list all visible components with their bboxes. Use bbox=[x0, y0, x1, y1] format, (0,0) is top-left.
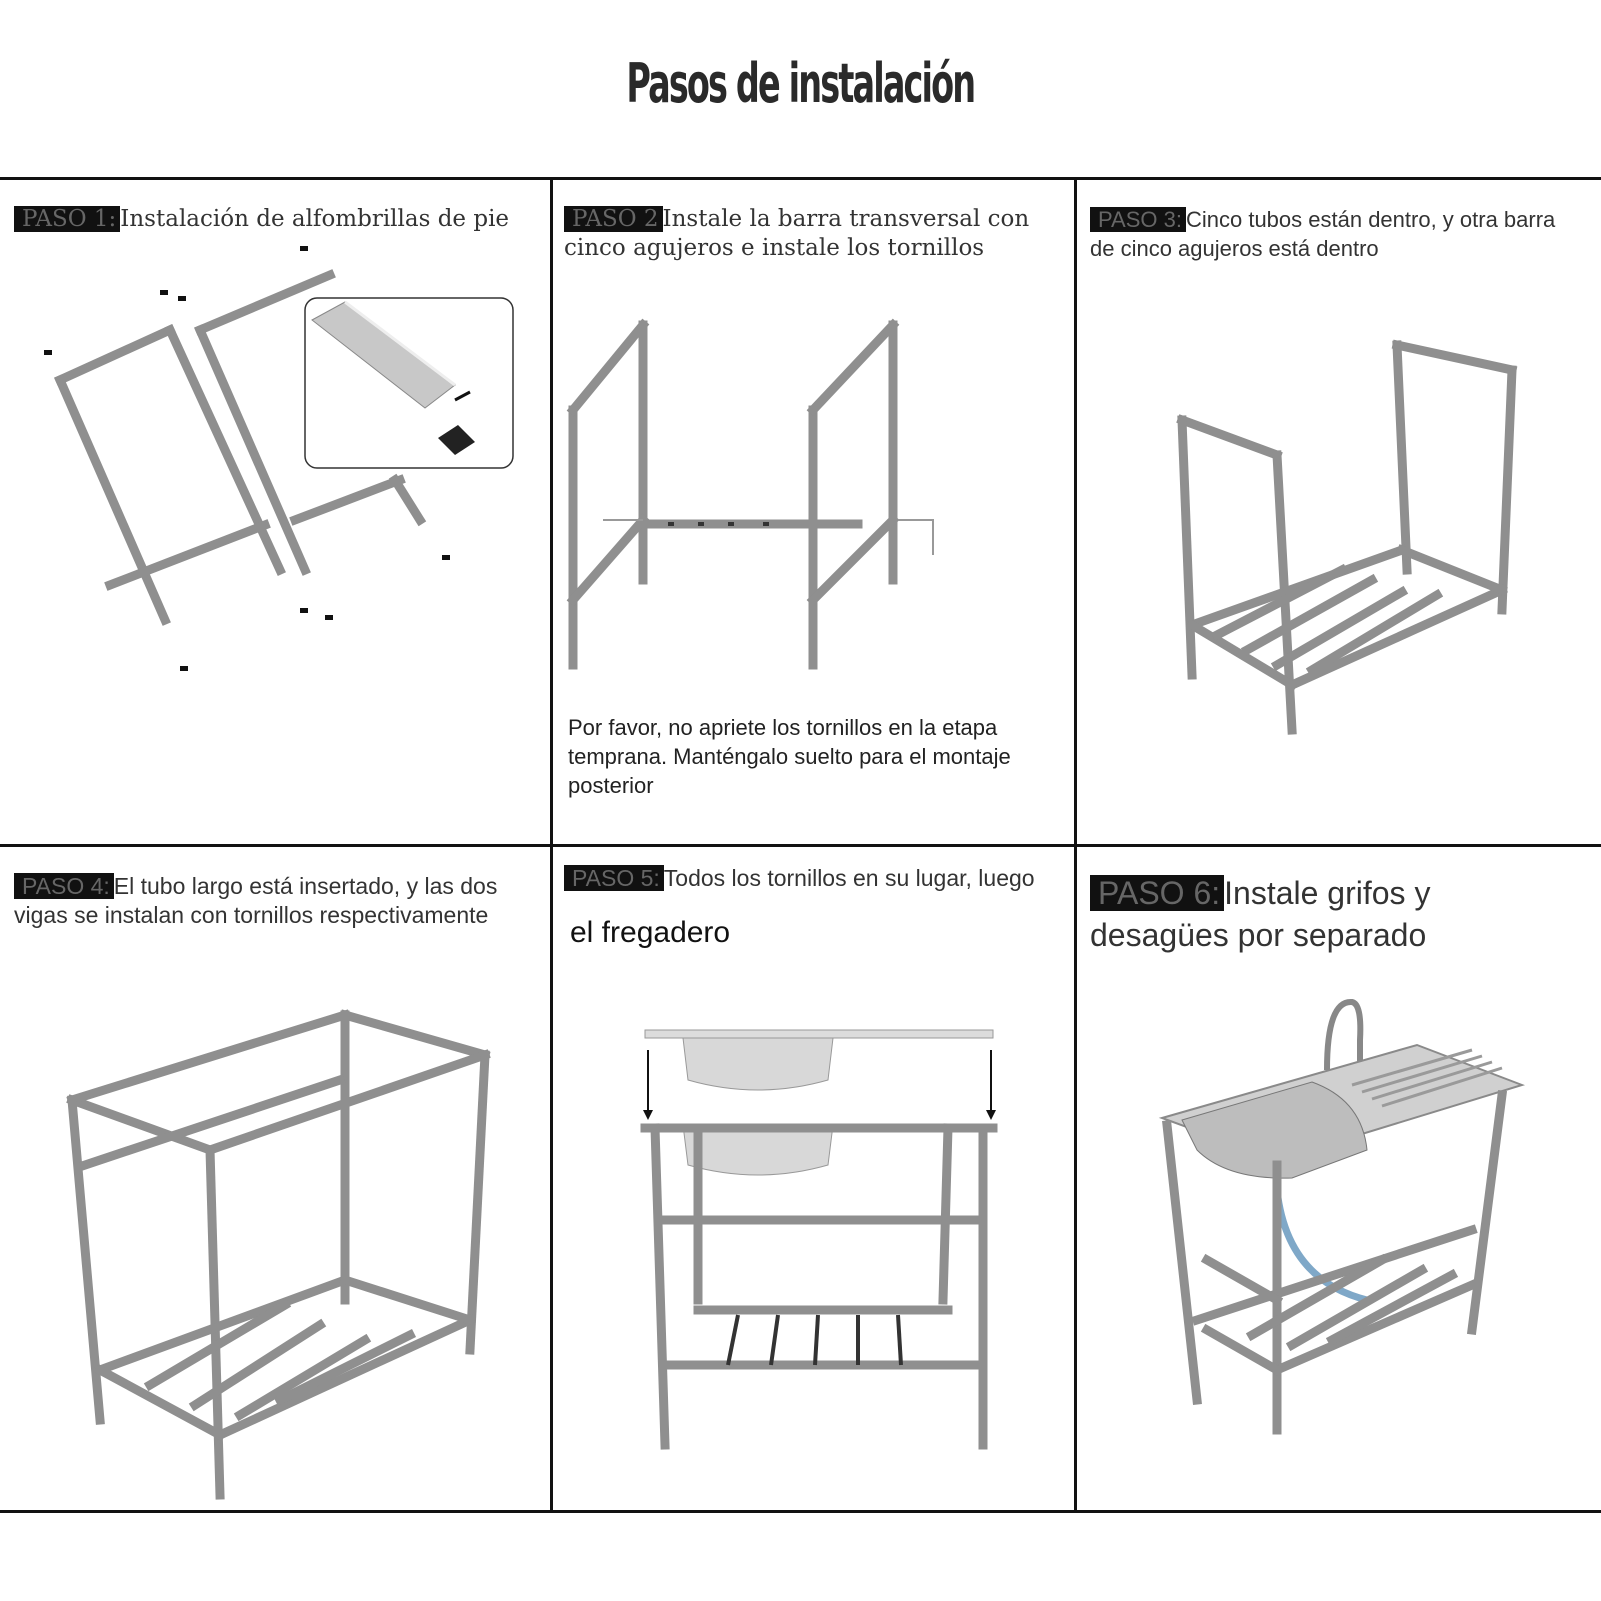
step-6-text: Instale grifos y desagües por separado bbox=[1090, 875, 1431, 953]
step-4-illustration bbox=[0, 990, 550, 1510]
step-5-tag: PASO 5: bbox=[564, 865, 664, 891]
step-5-caption-line-2: el fregadero bbox=[570, 916, 731, 949]
step-2-note: Por favor, no apriete los tornillos en la etapa temprana. Manténgalo suelto para el montaje posterior bbox=[568, 715, 1011, 798]
step-2-illustration bbox=[553, 300, 1077, 700]
step-4-caption bbox=[14, 872, 529, 930]
step-5-caption bbox=[564, 866, 1064, 890]
step-1-tag: PASO 1: bbox=[14, 206, 120, 232]
step-5-text: Todos los tornillos en su lugar, luego bbox=[663, 865, 1035, 891]
step-2-caption bbox=[564, 205, 1044, 263]
step-6-tag: PASO 6: bbox=[1090, 875, 1224, 911]
step-3-caption bbox=[1090, 205, 1580, 263]
step-6-illustration bbox=[1077, 990, 1601, 1450]
step-1-text: Instalación de alfombrillas de pie bbox=[120, 206, 510, 232]
step-2-tag: PASO 2 bbox=[564, 206, 663, 232]
page-title: Pasos de instalación bbox=[626, 52, 975, 115]
grid-bottom-line bbox=[0, 1510, 1601, 1513]
step-4-tag: PASO 4: bbox=[14, 873, 114, 899]
step-5-illustration bbox=[553, 1010, 1077, 1470]
step-4-text: El tubo largo está insertado, y las dos vigas se instalan con tornillos respectivamente bbox=[14, 873, 498, 928]
step-2-text: Instale la barra transversal con cinco agujeros e instale los tornillos bbox=[564, 206, 1030, 261]
step-3-tag: PASO 3: bbox=[1090, 207, 1186, 232]
step-3-illustration bbox=[1077, 330, 1601, 750]
step-1-illustration bbox=[0, 180, 550, 840]
step-6-caption bbox=[1090, 872, 1550, 956]
step-3-text: Cinco tubos están dentro, y otra barra de cinco agujeros está dentro bbox=[1090, 207, 1556, 261]
grid-middle-line bbox=[0, 844, 1601, 847]
